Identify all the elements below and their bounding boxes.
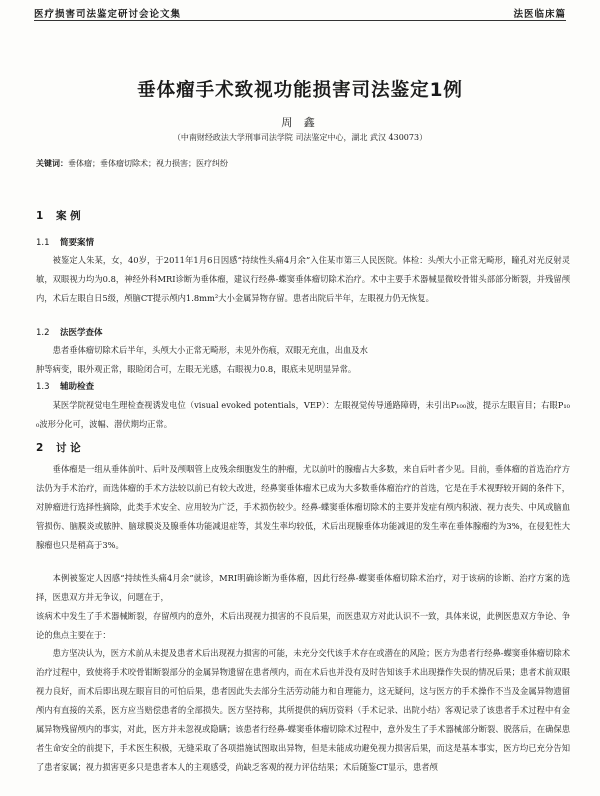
paragraph-discussion-2a: 本例被鉴定人因感“持续性头痛4月余”就诊，MRI明确诊断为垂体瘤，因此行经鼻-蝶窦垂体瘤切除术治疗，对于该病的诊断、治疗方案的选择，医患双方并无争议，问题在于， bbox=[36, 573, 570, 602]
keywords-label: 关键词： bbox=[36, 159, 68, 168]
subsection-heading-exam bbox=[36, 326, 103, 338]
running-head bbox=[34, 4, 566, 21]
subsection-title: 法医学查体 bbox=[60, 328, 103, 338]
subsection-number: 1.1 bbox=[36, 238, 50, 248]
section-number: 1 bbox=[36, 210, 44, 222]
subsection-title: 简要案情 bbox=[60, 238, 95, 248]
affiliation: （中南财经政法大学刑事司法学院 司法鉴定中心，湖北 武汉 430073） bbox=[172, 133, 428, 142]
subsection-number: 1.3 bbox=[36, 382, 50, 392]
running-head-right: 法医临床篇 bbox=[513, 9, 566, 20]
paragraph-discussion-2b: 该病术中发生了手术器械断裂，存留颅内的意外，术后出现视力损害的不良后果，而医患双方对此认识不一致，具体来说，此例医患双方争论、争论的焦点主要在于： bbox=[36, 611, 570, 640]
paragraph-exam-line1: 患者垂体瘤切除术后半年，头颅大小正常无畸形，未见外伤痕，双眼无充血，出血及水 bbox=[52, 345, 368, 355]
paragraph-aux-exam: 某医学院视觉电生理检查视诱发电位（visual evoked potentials，VEP）：左眼视觉传导通路障碍，未引出P₁₀₀波，提示左眼盲目；右眼P₁₀₀波形分化可，波幅、潜伏期均正常。 bbox=[36, 400, 570, 429]
keywords bbox=[36, 158, 570, 169]
section-heading-discussion bbox=[36, 440, 81, 455]
paragraph-exam-line2: 肿等病变，眼外观正常，眼睑闭合可，左眼无光感，右眼视力0.8，眼底未见明显异常。 bbox=[36, 364, 357, 374]
article-title: 垂体瘤手术致视功能损害司法鉴定1例 bbox=[137, 80, 463, 101]
subsection-title: 辅助检查 bbox=[60, 382, 95, 392]
author: 周 鑫 bbox=[281, 116, 319, 129]
subsection-heading-aux bbox=[36, 380, 94, 392]
section-heading-case bbox=[36, 208, 81, 223]
keywords-text: 垂体瘤；垂体瘤切除术；视力损害；医疗纠纷 bbox=[68, 159, 228, 168]
section-title: 讨 论 bbox=[56, 442, 81, 454]
subsection-number: 1.2 bbox=[36, 328, 50, 338]
subsection-heading-brief bbox=[36, 236, 94, 248]
section-number: 2 bbox=[36, 442, 44, 454]
paragraph-case-summary: 被鉴定人朱某，女，40岁，于2011年1月6日因感“持续性头痛4月余”入住某市第三人民医院。体检：头颅大小正常无畸形，瞳孔对光反射灵敏，双眼视力均为0.8，神经外科MRI诊断为垂体瘤，建议行经鼻-蝶窦垂体瘤切除术治疗。术中主要手术器械显微咬骨钳头部部分断裂，并残留颅内，术后左眼自日5级，颅脑CT提示颅内1.8mm²大小金属异物存留。患者出院后半年，左眼视力仍无恢复。 bbox=[36, 255, 570, 303]
paragraph-discussion-3: 患方坚决认为，医方术前从未提及患者术后出现视力损害的可能，未充分交代该手术存在或潜在的风险；医方为患者行经鼻-蝶窦垂体瘤切除术治疗过程中，致使将手术咬骨钳断裂部分的金属异物遗留在患者颅内，而在术后也并没有及时告知该手术出现操作失误的情况后果；患者术前双眼视力良好，而术后即出现左眼盲目的可怕后果，患者因此失去部分生活劳动能力和自理能力，这无疑问，这与医方的手术操作不当及金属异物遗留颅内有直接的关系，医方应当赔偿患者的全部损失。医方坚持称，其所提供的病历资料（手术记录、出院小结）客观记录了该患者手术过程中有金属异物残留颅内的事实，对此，医方并未忽视或隐瞒；该患者行经鼻-蝶窦垂体瘤切除术过程中，意外发生了手术器械部分断裂、脱落后，在确保患者生命安全的前提下，手术医生积极，无缝采取了各项措施试图取出异物，但是未能成功避免视力损害后果，而这是基本事实，医方均已充分告知了患者家属；视力损害更多只是患者本人的主观感受，尚缺乏客观的视力评估结果；术后随鉴CT显示，患者颅 bbox=[36, 648, 570, 772]
section-title: 案 例 bbox=[56, 210, 81, 222]
paragraph-discussion-1: 垂体瘤是一组从垂体前叶、后叶及颅咽管上皮残余细胞发生的肿瘤，尤以前叶的腺瘤占大多数，来自后叶者少见。目前，垂体瘤的首选治疗方法仍为手术治疗，而选体瘤的手术方法较以前已有较大改进，经鼻窦垂体瘤术已成为大多数垂体瘤治疗的首选，它是在手术视野较开阔的条件下，对肿瘤进行选择性摘除，此类手术安全、应用较为广泛，手术损伤较少。经鼻-蝶窦垂体瘤切除术的主要并发症有颅内积液、视力丧失、中风或脑血管损伤、脑膜炎或脓肿、脑球膜炎及腺垂体功能减退症等，其发生率均较低，术后出现腺垂体功能减退的发生率在垂体腺瘤约为3%，在侵犯性大腺瘤也只是稍高于3%。 bbox=[36, 464, 570, 550]
running-head-left: 医疗损害司法鉴定研讨会论文集 bbox=[34, 9, 182, 20]
